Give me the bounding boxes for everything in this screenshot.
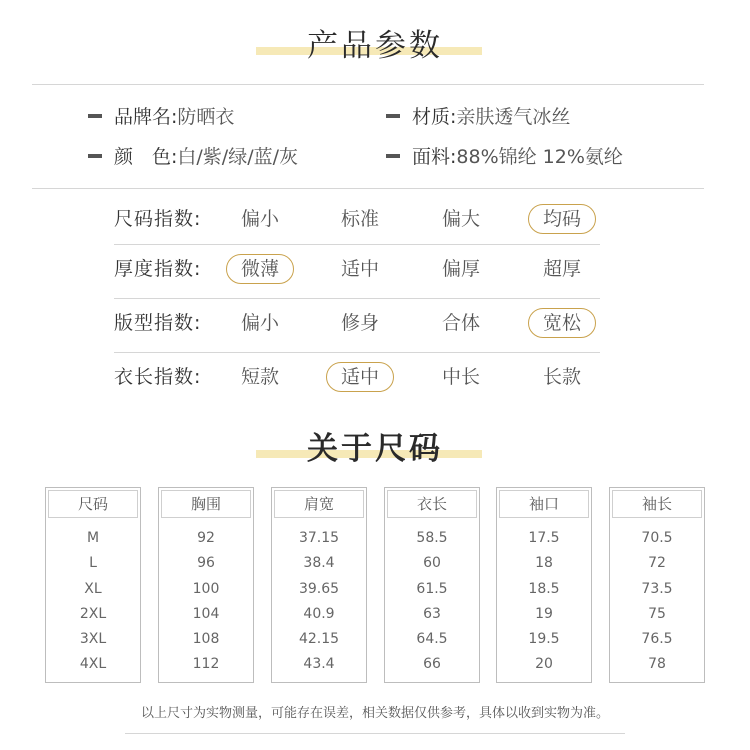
size-cell: 100 [192, 580, 220, 597]
index-option: 均码 [528, 204, 596, 234]
brand-key: 品牌名: [114, 106, 178, 128]
dash-icon [386, 114, 400, 118]
size-cell: 58.5 [416, 530, 448, 546]
dash-icon [386, 154, 400, 158]
index-row-length [114, 352, 600, 402]
size-cell: 70.5 [641, 530, 673, 546]
size-cell: 2XL [79, 605, 107, 622]
size-cell: 73.5 [641, 580, 673, 597]
size-cell: 75 [648, 605, 666, 622]
length-column [384, 487, 480, 683]
index-option: 偏小 [240, 312, 279, 334]
index-option: 短款 [240, 366, 279, 388]
size-cell: 108 [192, 631, 220, 648]
size-column-header: 尺码 [48, 490, 138, 518]
index-label: 厚度指数: [114, 258, 202, 280]
size-cell: 20 [535, 656, 553, 673]
fabric-info [386, 145, 623, 169]
color-info [88, 145, 298, 169]
divider [32, 84, 704, 85]
brand-info [88, 105, 234, 129]
dash-icon [88, 154, 102, 158]
material-key: 材质: [412, 106, 457, 128]
index-option: 中长 [441, 366, 480, 388]
product-params-title-text: 产品参数 [307, 28, 443, 64]
sleeve-column [609, 487, 705, 683]
size-cell: 43.4 [303, 656, 335, 673]
product-params-title [0, 20, 750, 64]
index-option: 微薄 [226, 254, 294, 284]
index-option: 适中 [326, 362, 394, 392]
index-label: 版型指数: [114, 312, 202, 334]
size-cell: 18.5 [528, 580, 560, 597]
size-cell: 64.5 [416, 631, 448, 648]
size-column [45, 487, 141, 683]
fabric-key: 面料: [412, 146, 457, 168]
size-cell: L [89, 555, 97, 572]
material-info [386, 105, 570, 129]
size-cell: 19.5 [528, 631, 560, 648]
cuff-column [496, 487, 592, 683]
index-option: 偏小 [240, 208, 279, 230]
index-row-fit [114, 298, 600, 348]
size-cell: 112 [192, 656, 220, 673]
size-cell: 18 [535, 555, 553, 572]
size-cell: 60 [423, 555, 441, 572]
size-cell: 76.5 [641, 631, 673, 648]
size-cell: 17.5 [528, 530, 560, 546]
size-cell: 42.15 [298, 631, 340, 648]
size-cell: 63 [423, 605, 441, 622]
fabric-value: 88%锦纶 12%氨纶 [456, 146, 623, 168]
size-cell: 72 [648, 555, 666, 572]
size-cell: 3XL [79, 631, 107, 648]
color-key: 颜 色: [114, 146, 178, 168]
size-cell: M [86, 530, 100, 546]
size-info-title [0, 423, 750, 467]
size-cell: 66 [423, 656, 441, 673]
size-cell: 39.65 [298, 580, 340, 597]
index-label: 尺码指数: [114, 208, 202, 230]
index-option: 偏厚 [441, 258, 480, 280]
size-column-header: 胸围 [161, 490, 251, 518]
shoulder-column [271, 487, 367, 683]
size-column-header: 袖口 [499, 490, 589, 518]
size-cell: XL [84, 580, 102, 597]
index-row-size [114, 194, 600, 244]
dash-icon [88, 114, 102, 118]
size-cell: 38.4 [303, 555, 335, 572]
size-cell: 92 [197, 530, 215, 546]
size-cell: 37.15 [298, 530, 340, 546]
index-option: 宽松 [528, 308, 596, 338]
index-option: 适中 [340, 258, 379, 280]
size-info-title-text: 关于尺码 [307, 431, 443, 467]
size-column-header: 袖长 [612, 490, 702, 518]
index-option: 标准 [340, 208, 379, 230]
size-column-header: 肩宽 [274, 490, 364, 518]
size-cell: 4XL [79, 656, 107, 673]
index-row-thickness [114, 244, 600, 294]
size-cell: 104 [192, 605, 220, 622]
index-option: 长款 [542, 366, 581, 388]
size-cell: 19 [535, 605, 553, 622]
brand-value: 防晒衣 [177, 106, 235, 128]
material-value: 亲肤透气冰丝 [456, 106, 571, 128]
index-option: 修身 [340, 312, 379, 334]
size-note: 以上尺寸为实物测量，可能存在误差，相关数据仅供参考，具体以收到实物为准。 [140, 706, 609, 721]
divider [125, 733, 625, 734]
chest-column [158, 487, 254, 683]
color-value: 白/紫/绿/蓝/灰 [177, 146, 299, 168]
index-label: 衣长指数: [114, 366, 202, 388]
size-cell: 61.5 [416, 580, 448, 597]
index-option: 超厚 [542, 258, 581, 280]
index-option: 偏大 [441, 208, 480, 230]
size-column-header: 衣长 [387, 490, 477, 518]
size-cell: 78 [648, 656, 666, 673]
index-option: 合体 [441, 312, 480, 334]
size-cell: 96 [197, 555, 215, 572]
size-cell: 40.9 [303, 605, 335, 622]
divider [32, 188, 704, 189]
